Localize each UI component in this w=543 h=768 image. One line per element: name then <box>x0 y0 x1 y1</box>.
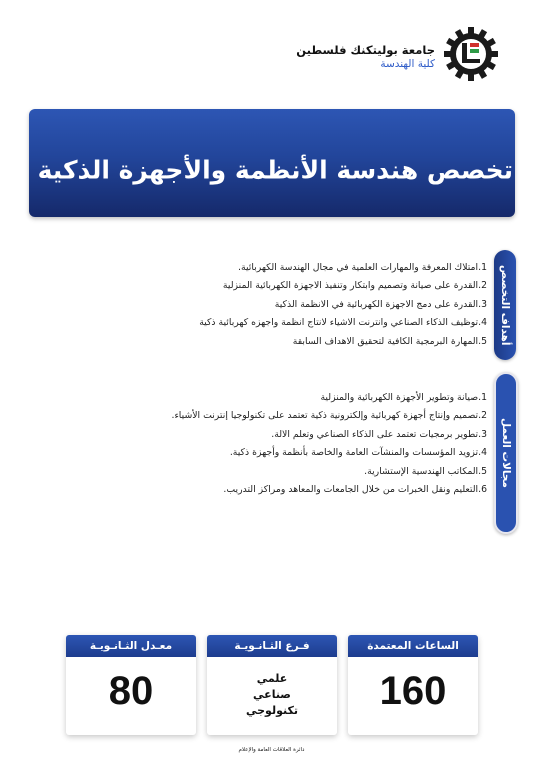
work-fields-list <box>171 389 487 499</box>
university-name: جامعة بوليتكنك فلسطين <box>296 43 435 57</box>
footer-department: دائرة العلاقات العامة والإعلام <box>238 747 305 753</box>
tab-program-goals-label: أهداف التخصص <box>499 264 511 346</box>
secondary-branch-label: فـرع الثـانـويـة <box>207 635 337 657</box>
list-item: 1.صيانة وتطوير الأجهزة الكهربائية والمنزلية <box>320 392 487 403</box>
program-goals-list <box>199 259 487 351</box>
page-title: تخصص هندسة الأنظمة والأجهزة الذكية <box>37 155 513 185</box>
tab-work-fields-label: مجالات العمل <box>500 418 512 488</box>
tab-program-goals <box>494 250 516 360</box>
university-logo <box>443 26 499 82</box>
branch-scientific: علمي <box>256 672 288 685</box>
list-item: 3.تطوير برمجيات تعتمد على الذكاء الصناعي وتعلم الالة. <box>271 428 487 440</box>
list-item: 4.توظيف الذكاء الصناعي وانترنت الاشياء لانتاج انظمة واجهزه كهربائية ذكية <box>199 317 487 329</box>
secondary-average-label: معـدل الثـانـويـة <box>66 635 196 657</box>
list-item: 4.تزويد المؤسسات والمنشآت العامة والخاصة بأنظمة وأجهزة ذكية. <box>229 447 487 459</box>
secondary-average-value: 80 <box>108 669 154 713</box>
branch-technological: تكنولوجي <box>246 704 298 717</box>
credit-hours-card <box>348 635 478 735</box>
credit-hours-label: الساعات المعتمدة <box>348 635 478 657</box>
list-item: 5.المكاتب الهندسية الإستشارية. <box>364 465 487 477</box>
list-item: 6.التعليم ونقل الخبرات من خلال الجامعات والمعاهد ومراكز التدريب. <box>223 483 487 495</box>
credit-hours-value: 160 <box>379 669 447 713</box>
list-item: 5.المهارة البرمجية الكافية لتحقيق الاهداف السابقة <box>292 335 487 347</box>
list-item: 3.القدرة على دمج الاجهزة الكهربائية في الانظمة الذكية <box>274 298 487 310</box>
secondary-average-card <box>66 635 196 735</box>
list-item: 2.تصميم وإنتاج أجهزة كهربائية وإلكترونية ذكية تعتمد على تكنولوجيا إنترنت الأشياء. <box>171 410 487 422</box>
college-name: كلية الهندسة <box>380 58 435 70</box>
list-item: 2.القدرة على صيانة وتصميم وابتكار وتنفيذ الاجهزة الكهربائية المنزلية <box>222 280 487 292</box>
branch-industrial: صناعي <box>253 688 291 701</box>
list-item: 1.امتلاك المعرفة والمهارات العلمية في مجال الهندسة الكهربائية. <box>238 262 487 273</box>
tab-work-fields <box>494 372 518 534</box>
secondary-branch-values <box>207 671 337 719</box>
secondary-branch-card <box>207 635 337 735</box>
